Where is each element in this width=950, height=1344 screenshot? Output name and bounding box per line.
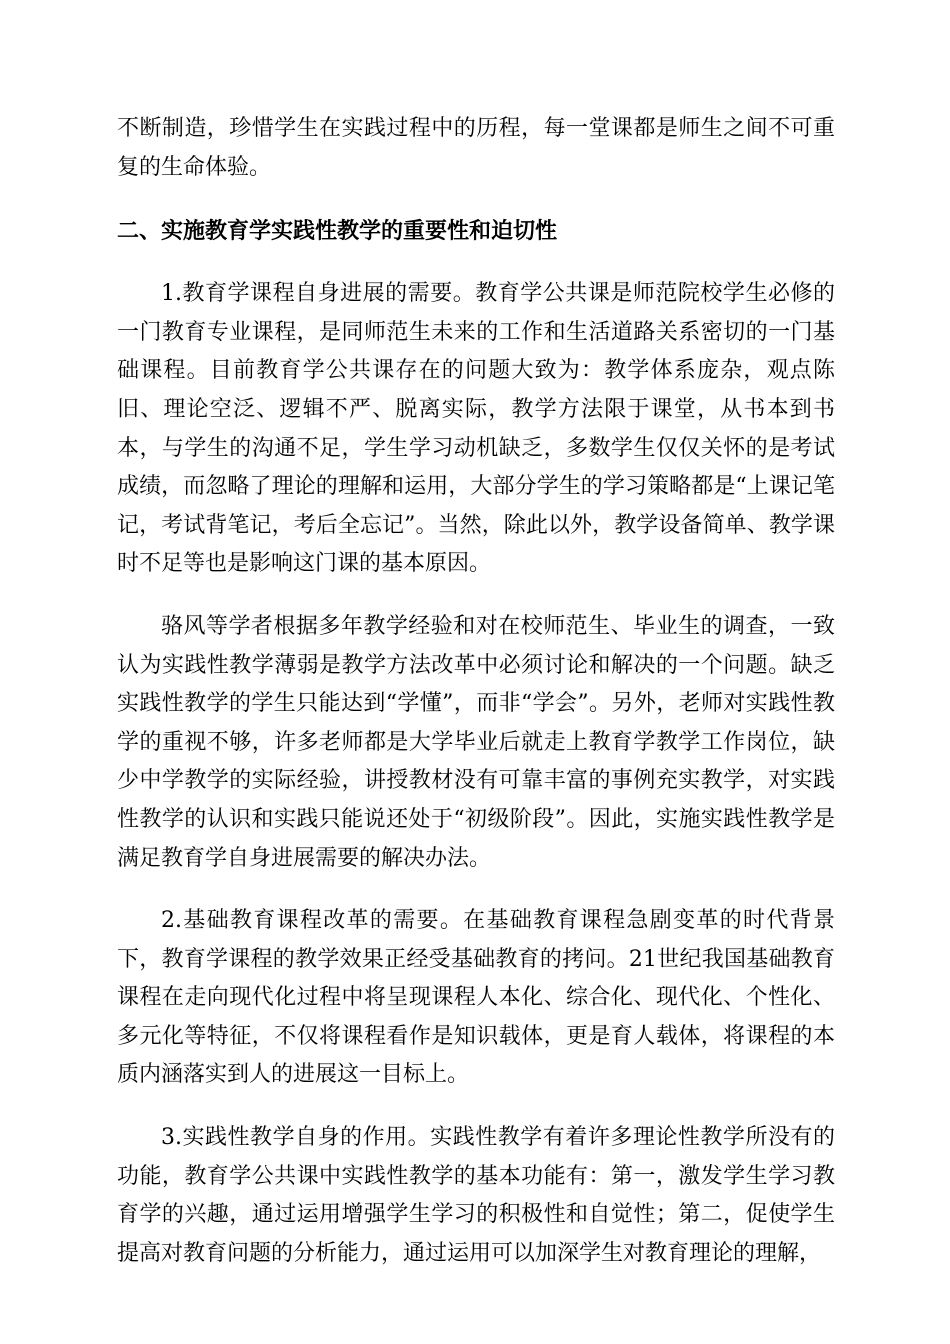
- section-heading: 二、实施教育学实践性教学的重要性和迫切性: [117, 219, 558, 245]
- paragraph-continued: 不断制造，珍惜学生在实践过程中的历程，每一堂课都是师生之间不可重复的生命体验。: [117, 116, 835, 180]
- paragraph-3: 2.基础教育课程改革的需要。在基础教育课程急剧变革的时代背景下，教育学课程的教学效果正经受基础教育的拷问。21世纪我国基础教育课程在走向现代化过程中将呈现课程人本化、综合化、现代化、个性化、多元化等特征，不仅将课程看作是知识载体，更是育人载体，将课程的本质内涵落实到人的进展这一目标上。: [117, 908, 835, 1088]
- paragraph-4: 3.实践性教学自身的作用。实践性教学有着许多理论性教学所没有的功能，教育学公共课中实践性教学的基本功能有：第一，激发学生学习教育学的兴趣，通过运用增强学生学习的积极性和自觉性；第二，促使学生提高对教育问题的分析能力，通过运用可以加深学生对教育理论的理解，: [117, 1125, 835, 1266]
- paragraph-1: 1.教育学课程自身进展的需要。教育学公共课是师范院校学生必修的一门教育专业课程，是同师范生未来的工作和生活道路关系密切的一门基础课程。目前教育学公共课存在的问题大致为：教学体系庞杂，观点陈旧、理论空泛、逻辑不严、脱离实际，教学方法限于课堂，从书本到书本，与学生的沟通不足，学生学习动机缺乏，多数学生仅仅关怀的是考试成绩，而忽略了理论的理解和运用，大部分学生的学习策略都是“上课记笔记，考试背笔记，考后全忘记”。当然，除此以外，教学设备简单、教学课时不足等也是影响这门课的基本原因。: [117, 281, 835, 577]
- paragraph-2: 骆风等学者根据多年教学经验和对在校师范生、毕业生的调查，一致认为实践性教学薄弱是教学方法改革中必须讨论和解决的一个问题。缺乏实践性教学的学生只能达到“学懂”，而非“学会”。另外，老师对实践性教学的重视不够，许多老师都是大学毕业后就走上教育学教学工作岗位，缺少中学教学的实际经验，讲授教材没有可靠丰富的事例充实教学，对实践性教学的认识和实践只能说还处于“初级阶段”。因此，实施实践性教学是满足教育学自身进展需要的解决办法。: [117, 613, 835, 871]
- document-page: [117, 110, 835, 1273]
